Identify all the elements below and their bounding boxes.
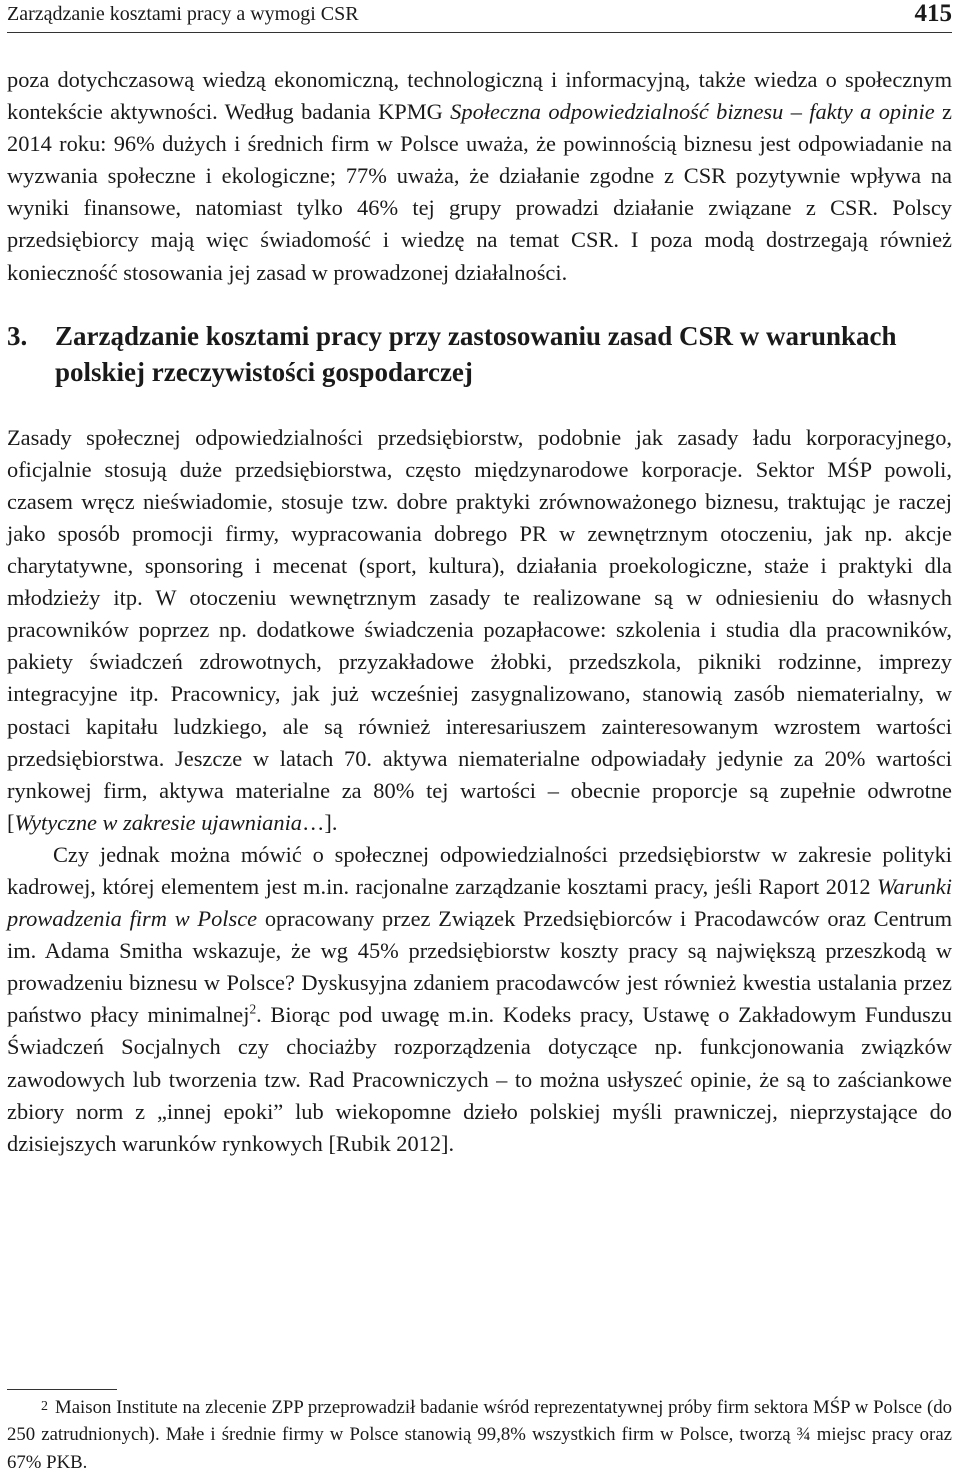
section-title: Zarządzanie kosztami pracy przy zastosowaniu zasad CSR w warunkach polskiej rzeczywistości gospodarczej (55, 320, 897, 387)
text-run: Czy jednak można mówić o społecznej odpowiedzialności przedsiębiorstw w zakresie polityki kadrowej, której elementem jest m.in. racjonalne zarządzanie kosztami pracy, jeśli Raport 2012 (7, 841, 952, 899)
text-run: z 2014 roku: 96% dużych i średnich firm w Polsce uważa, że powinnością biznesu jest odpowiadanie na wyzwania społeczne i ekologiczne; 77% uważa, że działanie zgodne z CSR pozytywnie wpływa na wyniki finansowe, natomiast tylko 46% tej grupy prowadzi działanie związane z CSR. Polscy przedsiębiorcy mają więc świadomość i wiedzę na temat CSR. I poza modą dostrzegają również konieczność stosowania jej zasad w prowadzonej działalności. (7, 99, 952, 285)
footnote (7, 1393, 952, 1476)
text-run: poza dotychczasową wiedzą ekonomiczną, technologiczną i informacyjną, także wiedza o społecznym kontekście aktywności. Według badania KPMG (7, 67, 952, 125)
footnote-mark: 2 (41, 1399, 48, 1414)
italic-citation: Wytyczne w zakresie ujawniania (14, 809, 302, 835)
footnote-text: Maison Institute na zlecenie ZPP przeprowadził badanie wśród reprezentatywnej próby firm sektora MŚP w Polsce (do 250 zatrudnionych). Małe i średnie firmy w Polsce stanowią 99,8% wszystkich firm w Polsce, tworzą ¾ miejsc pracy oraz 67% PKB. (7, 1397, 952, 1473)
footnote-reference[interactable]: 2 (249, 1001, 257, 1017)
header-rule (7, 32, 952, 33)
text-run: opracowany przez Związek Przedsiębiorców i Pracodawców oraz Centrum im. Adama Smitha wskazuje, że wg 45% przedsiębiorstw koszty pracy są największą przeszkodą w prowadzeniu biznesu w Polsce? Dyskusyjna zdaniem pracodawców jest również kwestia ustalania przez państwo płacy minimalnej (7, 906, 952, 1028)
italic-title: Społeczna odpowiedzialność biznesu – fakty a opinie (450, 99, 935, 125)
footnote-rule (7, 1389, 117, 1390)
running-title: Zarządzanie kosztami pracy a wymogi CSR (7, 3, 359, 25)
page-number: 415 (914, 0, 952, 27)
section-heading (7, 318, 952, 390)
paragraph-csr-practices (7, 422, 952, 839)
page-body (7, 64, 952, 1160)
text-run: Zasady społecznej odpowiedzialności przedsiębiorstw, podobnie jak zasady ładu korporacyjnego, oficjalnie stosują duże przedsiębiorstwa, często międzynarodowe korporacje. Sektor MŚP powoli, czasem wręcz nieświadomie, stosuje tzw. dobre praktyki zrównoważonego biznesu, traktując je raczej jako sposób promocji firmy, wypracowania dobrego PR w zewnętrznym otoczeniu, jak np. akcje charytatywne, sponsoring i mecenat (sport, kultura), działania proekologiczne, staże i praktyki dla młodzieży itp. W otoczeniu wewnętrznym zasady te realizowane są w odniesieniu do własnych pracowników poprzez np. dodatkowe świadczenia pozapłacowe: szkolenia i studia dla pracowników, pakiety świadczeń zdrowotnych, przyzakładowe żłobki, przedszkola, pikniki rodzinne, imprezy integracyjne itp. Pracownicy, jak już wcześniej zasygnalizowano, stanowią zasób niematerialny, w postaci kapitału ludzkiego, ale są również interesariuszem zainteresowanym wzrostem wartości przedsiębiorstwa. Jeszcze w latach 70. aktywa niematerialne odpowiadały jedynie za 20% wartości rynkowej firm, aktywa materialne za 80% tej wartości – obecnie proporcje są zupełnie odwrotne [ (7, 424, 952, 835)
page-header (7, 0, 952, 32)
text-run: …]. (301, 809, 338, 835)
text-run: . Biorąc pod uwagę m.in. Kodeks pracy, Ustawę o Zakładowym Funduszu Świadczeń Socjalnych czy chociażby rozporządzenia dotyczące np. funkcjonowania związków zawodowych lub tworzenia tzw. Rad Pracowniczych – to można usłyszeć opinie, że są to zaściankowe zbiory norm z „innej epoki” lub wiekopomne dzieło polskiej myśli prawniczej, nieprzystające do dzisiejszych warunków rynkowych [Rubik 2012]. (7, 1002, 952, 1156)
paragraph-intro (7, 64, 952, 289)
paragraph-labor-costs (7, 839, 952, 1160)
italic-report-title: Warunki prowadzenia firm w Polsce (7, 873, 952, 932)
section-number: 3. (7, 320, 28, 351)
